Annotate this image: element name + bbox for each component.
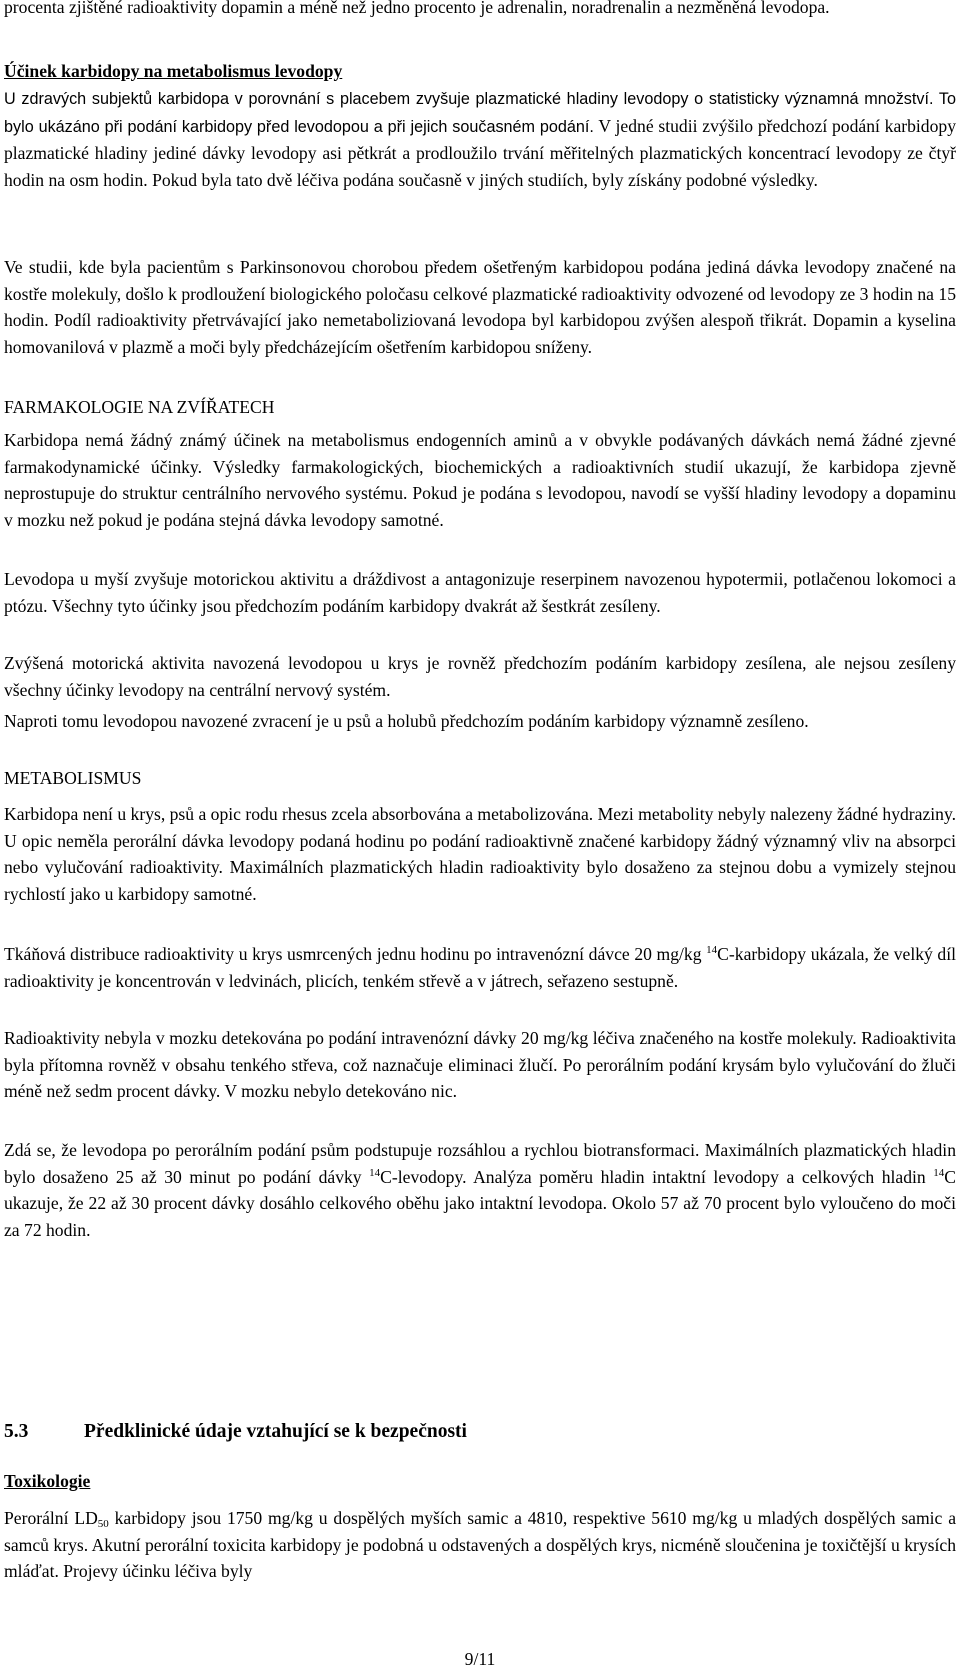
paragraph-tissue-distribution bbox=[4, 941, 956, 994]
paragraph-tissue-distribution-text-2: C-karbidopy ukázala, že velký díl radioaktivity je koncentrován v ledvinách, plicích, tenkém střevě a v játrech, seřazeno sestupně. bbox=[4, 944, 957, 991]
paragraph-dogs-biotransformation bbox=[4, 1137, 956, 1243]
ld50-subscript: 50 bbox=[97, 1518, 109, 1530]
paragraph-toxikologie bbox=[4, 1505, 956, 1585]
paragraph-farmakologie: Karbidopa nemá žádný známý účinek na metabolismus endogenních aminů a v obvykle podávaných dávkách nemá žádné zjevné farmakodynamické účinky. Výsledky farmakologických, biochemických a radioaktivních studií ukazují, že karbidopa zjevně neprostupuje do struktur centrálního nervového systému. Pokud je podána s levodopou, navodí se vyšší hladiny levodopy a dopaminu v mozku než pokud je podána stejná dávka levodopy samotné. bbox=[4, 430, 956, 530]
paragraph-karbidopa-effect bbox=[4, 85, 956, 193]
paragraph-mice: Levodopa u myší zvyšuje motorickou aktivitu a dráždivost a antagonizuje reserpinem navozenou hypotermii, potlačenou lokomoci a ptózu. Všechny tyto účinky jsou předchozím podáním karbidopy dvakrát až šestkrát zesíleny. bbox=[4, 569, 956, 616]
page-number: 9/11 bbox=[464, 1649, 496, 1669]
paragraph-dogs-pigeons: Naproti tomu levodopou navozené zvracení je u psů a holubů předchozím podáním karbidopy významně zesíleno. bbox=[4, 711, 809, 731]
paragraph-dogs-text-2: C-levodopy. Analýza poměru hladin intaktní levodopy a celkových hladin bbox=[380, 1166, 926, 1187]
paragraph-rats: Zvýšená motorická aktivita navozená levodopou u krys je rovněž předchozím podáním karbidopy zesílena, ale nejsou zesíleny všechny účinky levodopy na centrální nervový systém. bbox=[4, 653, 956, 700]
heading-ucinek-karbidopy: Účinek karbidopy na metabolismus levodopy bbox=[4, 61, 343, 81]
paragraph-karbidopa-effect-serif: V jedné studii zvýšilo předchozí podání karbidopy plazmatické hladiny jediné dávky levodopy asi pětkrát a prodloužilo trvání měřitelných plazmatických koncentrací levodopy ze čtyř hodin na osm hodin. Pokud byla tato dvě léčiva podána současně v jiných studiích, byly získány podobné výsledky. bbox=[4, 115, 956, 190]
paragraph-dogs-text-1: Zdá se, že levodopa po perorálním podání psům podstupuje rozsáhlou a rychlou biotransformaci. Maximálních plazmatických hladin bylo dosaženo 25 až 30 minut po podání dávky bbox=[4, 1140, 956, 1187]
section-title: Předklinické údaje vztahující se k bezpečnosti bbox=[84, 1421, 467, 1442]
paragraph-intro: procenta zjištěné radioaktivity dopamin a méně než jedno procento je adrenalin, noradrenalin a nezměněná levodopa. bbox=[4, 0, 830, 17]
paragraph-metabolismus: Karbidopa není u krys, psů a opic rodu rhesus zcela absorbována a metabolizována. Mezi metabolity nebyly nalezeny žádné hydraziny. U opic neměla perorální dávka levodopy podaná hodinu po podání radioaktivně značené karbidopy žádný významný vliv na absorpci nebo vylučování radioaktivity. Maximálních plazmatických hladin radioaktivity bylo dosaženo za stejnou dobu a vymizely stejnou rychlostí jako u karbidopy samotné. bbox=[4, 804, 957, 904]
isotope-superscript: 14 bbox=[933, 1166, 945, 1179]
section-number: 5.3 bbox=[4, 1421, 29, 1442]
isotope-superscript: 14 bbox=[706, 944, 718, 956]
isotope-superscript: 14 bbox=[369, 1166, 381, 1179]
paragraph-dogs-text-3: C ukazuje, že 22 až 30 procent dávky dosáhlo celkového oběhu jako intaktní levodopa. Okolo 57 až 70 procent bylo vyloučeno do moči za 72 hodin. bbox=[4, 1166, 957, 1240]
paragraph-brain-radioactivity: Radioaktivity nebyla v mozku detekována po podání intravenózní dávky 20 mg/kg léčiva značeného na kostře molekuly. Radioaktivita byla přítomna rovněž v obsahu tenkého střeva, což naznačuje eliminaci žlučí. Po perorálním podání krysám bylo vylučování do žluči méně než sedm procent dávky. V mozku nebylo detekováno nic. bbox=[4, 1028, 956, 1102]
paragraph-toxikologie-text-1: Perorální LD bbox=[4, 1508, 98, 1528]
heading-toxikologie: Toxikologie bbox=[4, 1471, 91, 1491]
paragraph-toxikologie-text-2: karbidopy jsou 1750 mg/kg u dospělých myších samic a 4810, respektive 5610 mg/kg u mladých dospělých samic a samců krys. Akutní perorální toxicita karbidopy je podobná u odstavených a dospělých krys, nicméně sloučenina je toxičtější u krysích mláďat. Projevy účinku léčiva byly bbox=[4, 1508, 956, 1582]
heading-farmakologie: FARMAKOLOGIE NA ZVÍŘATECH bbox=[4, 397, 275, 417]
paragraph-tissue-distribution-text: Tkáňová distribuce radioaktivity u krys usmrcených jednu hodinu po intravenózní dávce 20 mg/kg bbox=[4, 944, 702, 964]
paragraph-parkinson-study: Ve studii, kde byla pacientům s Parkinsonovou chorobou předem ošetřeným karbidopou podána jediná dávka levodopy značené na kostře molekuly, došlo k prodloužení biologického poločasu celkové plazmatické radioaktivity odvozené od levodopy ze 3 hodin na 15 hodin. Podíl radioaktivity přetrvávající jako nemetaboliziovaná levodopa byl karbidopou zvýšen alespoň třikrát. Dopamin a kyselina homovanilová v plazmě a moči byly předcházejícím ošetřením karbidopou sníženy. bbox=[4, 257, 956, 357]
paragraph-karbidopa-effect-sans: U zdravých subjektů karbidopa v porovnání s placebem zvyšuje plazmatické hladiny levodopy o statisticky významná množství. To bylo ukázáno při podání karbidopy před levodopou a při jejich současném podání. bbox=[4, 90, 956, 136]
heading-metabolismus: METABOLISMUS bbox=[4, 768, 142, 788]
